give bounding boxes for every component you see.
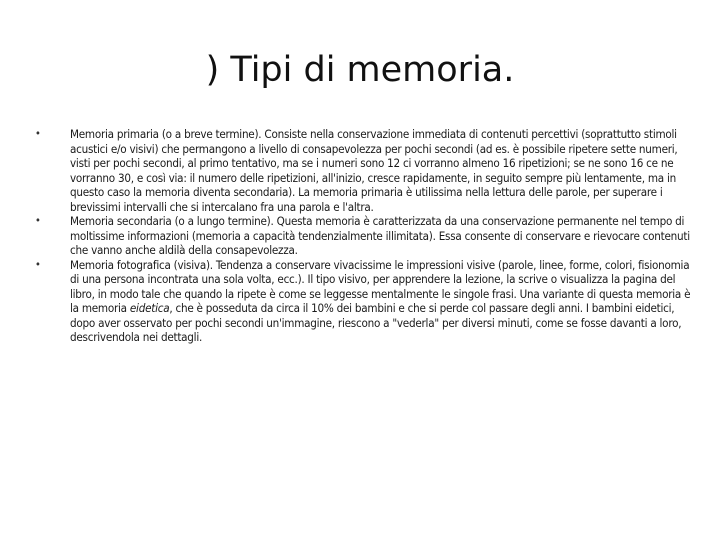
bullet-list (35, 127, 694, 345)
list-item-memoria-secondaria (35, 214, 694, 258)
item-text: (o a breve termine). Consiste nella conservazione immediata di contenuti percettivi (soprattutto stimoli acustici e/o visivi) che permangono a livello di consapevolezza per pochi secondi (ad es. è possibile ripetere sette numeri, visti per pochi secondi, al primo tentativo, ma se i numeri sono 12 ci vorranno almeno 16 ripetizioni; se ne sono 16 ce ne vorranno 30, e così via: il numero delle ripetizioni, all'inizio, cresce rapidamente, in seguito sempre più lentamente, ma in questo caso la memoria diventa secondaria). La memoria primaria è utilissima nella lettura delle parole, per superare i brevissimi intervalli che si intercalano fra una parola e l'altra. (70, 127, 678, 214)
item-italic-term: eidetica (129, 301, 170, 315)
slide-title: ) Tipi di memoria. (205, 50, 515, 90)
item-text: (o a lungo termine). Questa memoria è caratterizzata da una conservazione permanente nel tempo di moltissime informazioni (memoria a capacità tendenzialmente illimitata). Essa consente di conservare e rievocare contenuti che vanno anche aldilà della consapevolezza. (70, 214, 690, 257)
list-item-memoria-fotografica (35, 257, 694, 345)
item-text: (visiva). Tendenza a conservare vivacissime le impressioni visive (parole, linee, forme, colori, fisionomia di una persona incontrata una sola volta, ecc.). Il tipo visivo, per apprendere la lezione, la scrive o visualizza la pagina del libro, in modo tale che quando la ripete è come se leggesse mentalmente le singole frasi. Una variante di questa memoria è la memoria (70, 257, 691, 315)
item-text-tail: , che è posseduta da circa il 10% dei bambini e che si perde col passare degli anni. I bambini eidetici, dopo aver osservato per pochi secondi un'immagine, riescono a "vederla" per diversi minuti, come se fosse davanti a loro, descrivendola nei dettagli. (70, 301, 682, 344)
bullet-icon: • (35, 257, 41, 271)
item-lead: Memoria fotografica (70, 257, 171, 272)
bullet-icon: • (35, 214, 41, 227)
list-item-memoria-primaria (35, 127, 694, 214)
item-lead: Memoria secondaria (70, 214, 172, 228)
item-lead: Memoria primaria (70, 127, 159, 141)
bullet-icon: • (35, 127, 41, 140)
